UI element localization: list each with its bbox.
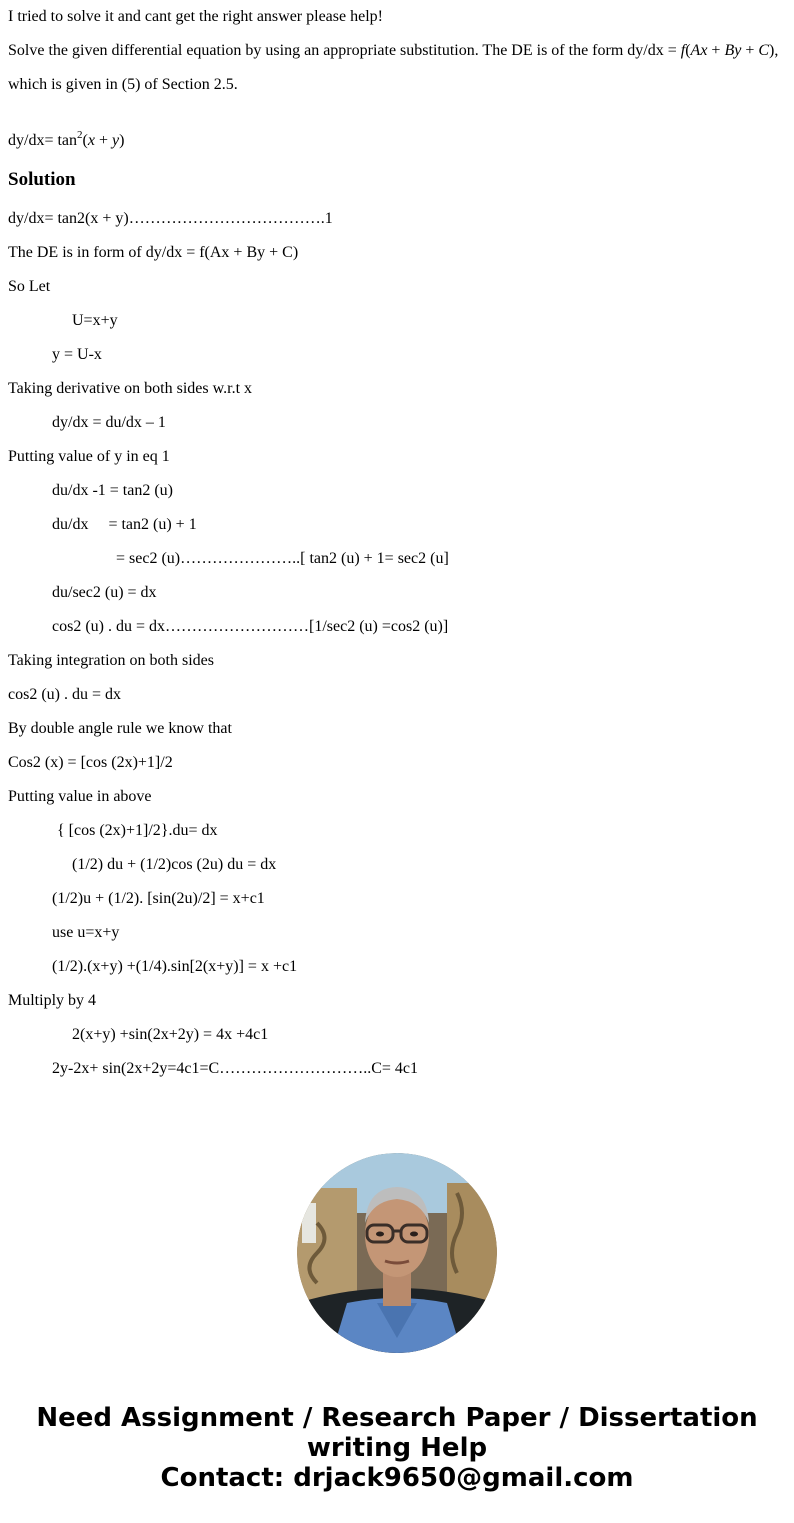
solution-line: du/dx = tan2 (u) + 1 xyxy=(52,516,197,533)
footer-contact: Contact: drjack9650@gmail.com xyxy=(160,1463,634,1493)
solution-line: (1/2).(x+y) +(1/4).sin[2(x+y)] = x +c1 xyxy=(52,958,298,975)
solution-line: y = U-x xyxy=(52,346,102,363)
solution-line: Putting value of y in eq 1 xyxy=(8,448,170,465)
solution-heading: Solution xyxy=(8,169,76,190)
solution-line: use u=x+y xyxy=(52,924,120,941)
solution-line: The DE is in form of dy/dx = f(Ax + By + C) xyxy=(8,244,299,261)
solution-line: du/dx -1 = tan2 (u) xyxy=(52,482,173,499)
solution-line: cos2 (u) . du = dx………………………[1/sec2 (u) =cos2 (u)] xyxy=(52,618,449,635)
solution-line: cos2 (u) . du = dx xyxy=(8,686,122,703)
function-f: f xyxy=(680,42,686,59)
footer-banner xyxy=(0,1403,794,1493)
avatar xyxy=(297,1153,497,1353)
solution-line: U=x+y xyxy=(72,312,118,329)
solution-line: 2(x+y) +sin(2x+2y) = 4x +4c1 xyxy=(72,1026,269,1043)
solution-line: Putting value in above xyxy=(8,788,152,805)
solution-line: (1/2) du + (1/2)cos (2u) du = dx xyxy=(72,856,277,873)
solution-line: (1/2)u + (1/2). [sin(2u)/2] = x+c1 xyxy=(52,890,265,907)
solution-line: { [cos (2x)+1]/2}.du= dx xyxy=(57,822,218,839)
question-intro: I tried to solve it and cant get the right answer please help! xyxy=(8,8,383,25)
solution-line: Taking integration on both sides xyxy=(8,652,214,669)
problem-text: Solve the given differential equation by using an appropriate substitution. The DE is of the form dy/dx = xyxy=(8,42,681,59)
solution-line: dy/dx= tan2(x + y)……………………………….1 xyxy=(8,210,333,227)
footer-line: writing Help xyxy=(306,1433,488,1463)
solution-line: Multiply by 4 xyxy=(8,992,97,1009)
solution-line: Cos2 (x) = [cos (2x)+1]/2 xyxy=(8,754,173,771)
solution-line: dy/dx = du/dx – 1 xyxy=(52,414,166,431)
solution-line: So Let xyxy=(8,278,51,295)
solution-line: = sec2 (u)…………………..[ tan2 (u) + 1= sec2 (u] xyxy=(116,550,449,567)
solution-line: By double angle rule we know that xyxy=(8,720,232,737)
solution-line: Taking derivative on both sides w.r.t x xyxy=(8,380,253,397)
solution-line: 2y-2x+ sin(2x+2y=4c1=C………………………..C= 4c1 xyxy=(52,1060,418,1077)
solution-line: du/sec2 (u) = dx xyxy=(52,584,157,601)
question-equation: $dy/dx= \tan^2(x + y)$ xyxy=(8,128,125,149)
author-photo xyxy=(297,1153,497,1353)
problem-statement-line2: which is given in (5) of Section 2.5. xyxy=(8,76,238,93)
footer-line: Need Assignment / Research Paper / Dissertation xyxy=(36,1403,758,1433)
problem-statement: Solve the given differential equation by using an appropriate substitution. The DE is of the form dy/dx = f(Ax + By + C), xyxy=(8,42,779,59)
